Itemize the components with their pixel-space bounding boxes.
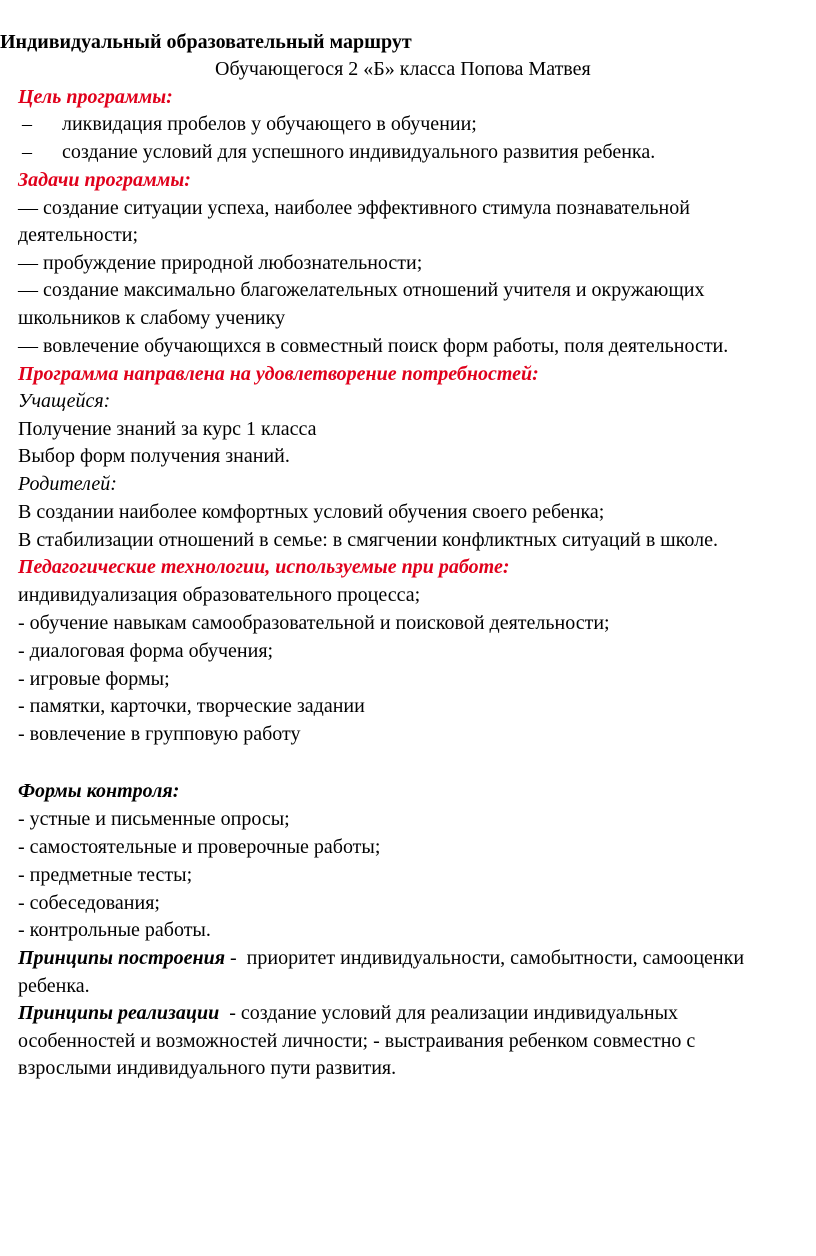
principles-build — [18, 946, 744, 970]
needs-heading: Программа направлена на удовлетворение потребностей: — [18, 363, 539, 385]
technology-item: - памятки, карточки, творческие задании — [18, 695, 365, 717]
goal-heading: Цель программы: — [18, 86, 173, 108]
control-item: - предметные тесты; — [18, 864, 193, 886]
technology-item: индивидуализация образовательного процесса; — [18, 584, 421, 606]
tasks-line: деятельности; — [18, 224, 139, 246]
technologies-heading: Педагогические технологии, используемые при работе: — [18, 556, 510, 578]
parents-need: В создании наиболее комфортных условий обучения своего ребенка; — [18, 501, 605, 523]
control-item: - самостоятельные и проверочные работы; — [18, 836, 381, 858]
principles-impl-cont: особенностей и возможностей личности; - выстраивания ребенком совместно с — [18, 1030, 696, 1052]
control-item: - собеседования; — [18, 892, 160, 914]
technology-item: - игровые формы; — [18, 668, 170, 690]
principles-impl-text: - создание условий для реализации индивидуальных — [219, 1002, 679, 1024]
control-item: - контрольные работы. — [18, 919, 211, 941]
dash-marker: – — [22, 113, 32, 135]
tasks-line: — вовлечение обучающихся в совместный поиск форм работы, поля деятельности. — [18, 335, 729, 357]
dash-marker: – — [22, 141, 32, 163]
student-need: Получение знаний за курс 1 класса — [18, 418, 317, 440]
control-item: - устные и письменные опросы; — [18, 808, 290, 830]
principles-impl-cont: взрослыми индивидуального пути развития. — [18, 1057, 397, 1079]
goal-item-text: создание условий для успешного индивидуального развития ребенка. — [62, 141, 656, 163]
principles-build-text: - приоритет индивидуальности, самобытности, самооценки — [225, 947, 745, 969]
student-need: Выбор форм получения знаний. — [18, 445, 290, 467]
document-title: Индивидуальный образовательный маршрут — [0, 31, 412, 53]
technology-item: - вовлечение в групповую работу — [18, 723, 301, 745]
control-heading: Формы контроля: — [18, 780, 180, 802]
document-subtitle: Обучающегося 2 «Б» класса Попова Матвея — [215, 58, 591, 80]
principles-impl — [18, 1001, 678, 1025]
goal-item-text: ликвидация пробелов у обучающего в обучении; — [62, 113, 477, 135]
tasks-line: — создание максимально благожелательных отношений учителя и окружающих — [18, 279, 705, 301]
parents-need: В стабилизации отношений в семье: в смягчении конфликтных ситуаций в школе. — [18, 529, 718, 551]
technology-item: - обучение навыкам самообразовательной и поисковой деятельности; — [18, 612, 610, 634]
parents-label: Родителей: — [18, 473, 117, 495]
tasks-line: — пробуждение природной любознательности; — [18, 252, 423, 274]
technology-item: - диалоговая форма обучения; — [18, 640, 274, 662]
tasks-line: — создание ситуации успеха, наиболее эффективного стимула познавательной — [18, 197, 690, 219]
tasks-heading: Задачи программы: — [18, 169, 191, 191]
principles-build-cont: ребенка. — [18, 975, 90, 997]
principles-build-label: Принципы построения — [18, 947, 225, 969]
principles-impl-label: Принципы реализации — [18, 1002, 220, 1024]
tasks-line: школьников к слабому ученику — [18, 307, 286, 329]
student-label: Учащейся: — [18, 390, 111, 412]
